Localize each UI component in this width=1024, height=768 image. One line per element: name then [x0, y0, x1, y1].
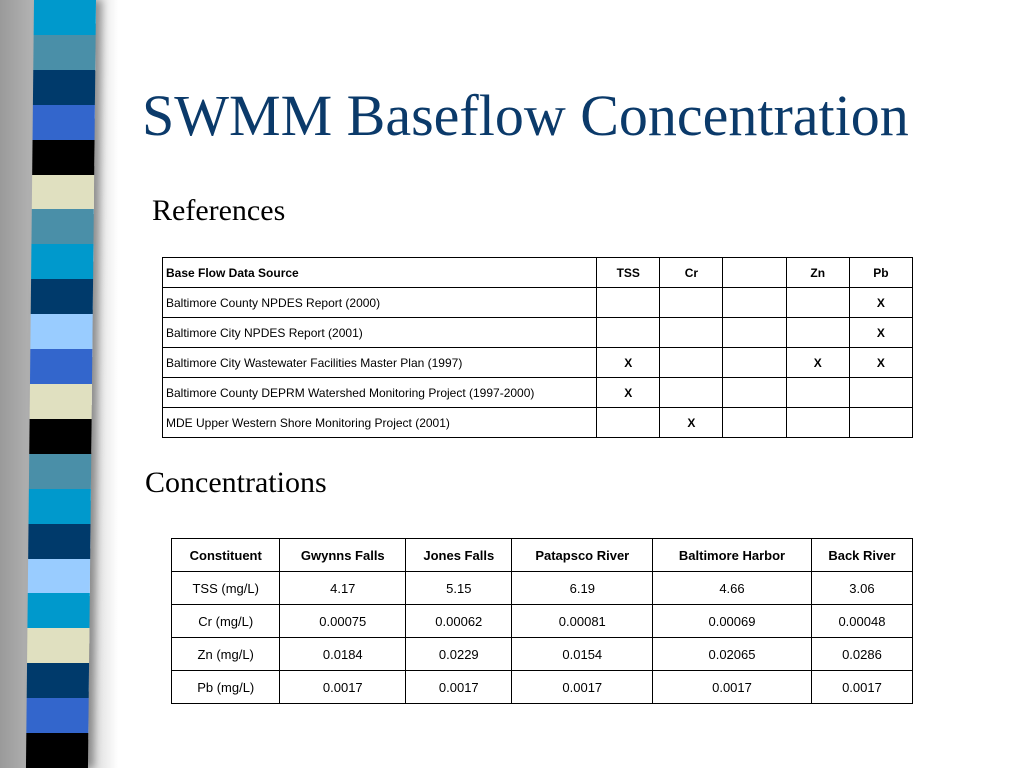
value-cell: 4.66: [653, 572, 812, 605]
table-row: [163, 288, 913, 318]
source-cell: MDE Upper Western Shore Monitoring Project (2001): [163, 408, 597, 438]
mark-cell: [660, 318, 723, 348]
value-cell: 0.00062: [406, 605, 512, 638]
value-cell: 0.02065: [653, 638, 812, 671]
header-cell: Zn: [786, 258, 849, 288]
strip-band: [30, 314, 92, 349]
mark-cell: [786, 408, 849, 438]
value-cell: 0.0017: [811, 671, 912, 704]
value-cell: 5.15: [406, 572, 512, 605]
mark-cell: X: [849, 348, 912, 378]
strip-band: [26, 698, 88, 733]
references-heading: References: [152, 194, 286, 227]
strip-band: [32, 140, 94, 175]
mark-cell: [786, 318, 849, 348]
references-header-row: [163, 258, 913, 288]
mark-cell: [660, 288, 723, 318]
value-cell: 0.00075: [280, 605, 406, 638]
strip-band: [32, 175, 94, 210]
value-cell: 0.0017: [406, 671, 512, 704]
value-cell: 0.0017: [280, 671, 406, 704]
strip-band: [31, 209, 93, 244]
constituent-cell: TSS (mg/L): [172, 572, 280, 605]
constituent-cell: Zn (mg/L): [172, 638, 280, 671]
strip-band: [31, 244, 93, 279]
header-cell: Gwynns Falls: [280, 539, 406, 572]
header-cell: Baltimore Harbor: [653, 539, 812, 572]
concentrations-table: [171, 538, 913, 704]
mark-cell: [723, 348, 786, 378]
header-cell: TSS: [597, 258, 660, 288]
table-row: [172, 572, 913, 605]
value-cell: 0.0286: [811, 638, 912, 671]
mark-cell: [723, 318, 786, 348]
strip-band: [28, 524, 90, 559]
header-cell: Jones Falls: [406, 539, 512, 572]
strip-band: [33, 70, 95, 105]
value-cell: 0.0154: [512, 638, 653, 671]
source-cell: Baltimore City Wastewater Facilities Master Plan (1997): [163, 348, 597, 378]
header-cell: Patapsco River: [512, 539, 653, 572]
strip-band: [33, 105, 95, 140]
value-cell: 0.00081: [512, 605, 653, 638]
value-cell: 0.0017: [653, 671, 812, 704]
table-row: [172, 638, 913, 671]
table-row: [172, 671, 913, 704]
header-cell: Constituent: [172, 539, 280, 572]
mark-cell: [786, 378, 849, 408]
mark-cell: X: [597, 378, 660, 408]
mark-cell: [786, 288, 849, 318]
strip-band: [29, 454, 91, 489]
mark-cell: X: [660, 408, 723, 438]
value-cell: 0.00048: [811, 605, 912, 638]
mark-cell: X: [786, 348, 849, 378]
header-cell: Back River: [811, 539, 912, 572]
header-cell: Pb: [849, 258, 912, 288]
strip-band: [27, 593, 89, 628]
mark-cell: [660, 378, 723, 408]
slide-title: SWMM Baseflow Concentration: [142, 83, 909, 148]
mark-cell: [660, 348, 723, 378]
source-cell: Baltimore City NPDES Report (2001): [163, 318, 597, 348]
header-cell: [723, 258, 786, 288]
mark-cell: X: [597, 348, 660, 378]
mark-cell: [597, 408, 660, 438]
table-row: [163, 318, 913, 348]
value-cell: 0.0229: [406, 638, 512, 671]
strip-band: [27, 628, 89, 663]
constituent-cell: Cr (mg/L): [172, 605, 280, 638]
concentrations-heading: Concentrations: [145, 466, 327, 499]
table-row: [163, 348, 913, 378]
strip-band: [28, 559, 90, 594]
header-cell: Cr: [660, 258, 723, 288]
value-cell: 3.06: [811, 572, 912, 605]
strip-band: [30, 349, 92, 384]
table-row: [163, 378, 913, 408]
strip-band: [31, 279, 93, 314]
mark-cell: X: [849, 288, 912, 318]
value-cell: 4.17: [280, 572, 406, 605]
value-cell: 6.19: [512, 572, 653, 605]
strip-band: [30, 384, 92, 419]
strip-band: [29, 489, 91, 524]
source-cell: Baltimore County DEPRM Watershed Monitoring Project (1997-2000): [163, 378, 597, 408]
table-row: [163, 408, 913, 438]
mark-cell: X: [849, 318, 912, 348]
value-cell: 0.0017: [512, 671, 653, 704]
table-row: [172, 605, 913, 638]
references-table: [162, 257, 913, 438]
concentrations-header-row: [172, 539, 913, 572]
mark-cell: [849, 408, 912, 438]
source-cell: Baltimore County NPDES Report (2000): [163, 288, 597, 318]
mark-cell: [723, 408, 786, 438]
value-cell: 0.0184: [280, 638, 406, 671]
mark-cell: [723, 378, 786, 408]
strip-band: [29, 419, 91, 454]
decorative-color-strip: [26, 0, 96, 768]
mark-cell: [723, 288, 786, 318]
value-cell: 0.00069: [653, 605, 812, 638]
constituent-cell: Pb (mg/L): [172, 671, 280, 704]
strip-band: [33, 35, 95, 70]
strip-band: [26, 733, 88, 768]
header-cell: Base Flow Data Source: [163, 258, 597, 288]
mark-cell: [597, 288, 660, 318]
mark-cell: [597, 318, 660, 348]
strip-band: [27, 663, 89, 698]
mark-cell: [849, 378, 912, 408]
strip-band: [34, 0, 96, 35]
